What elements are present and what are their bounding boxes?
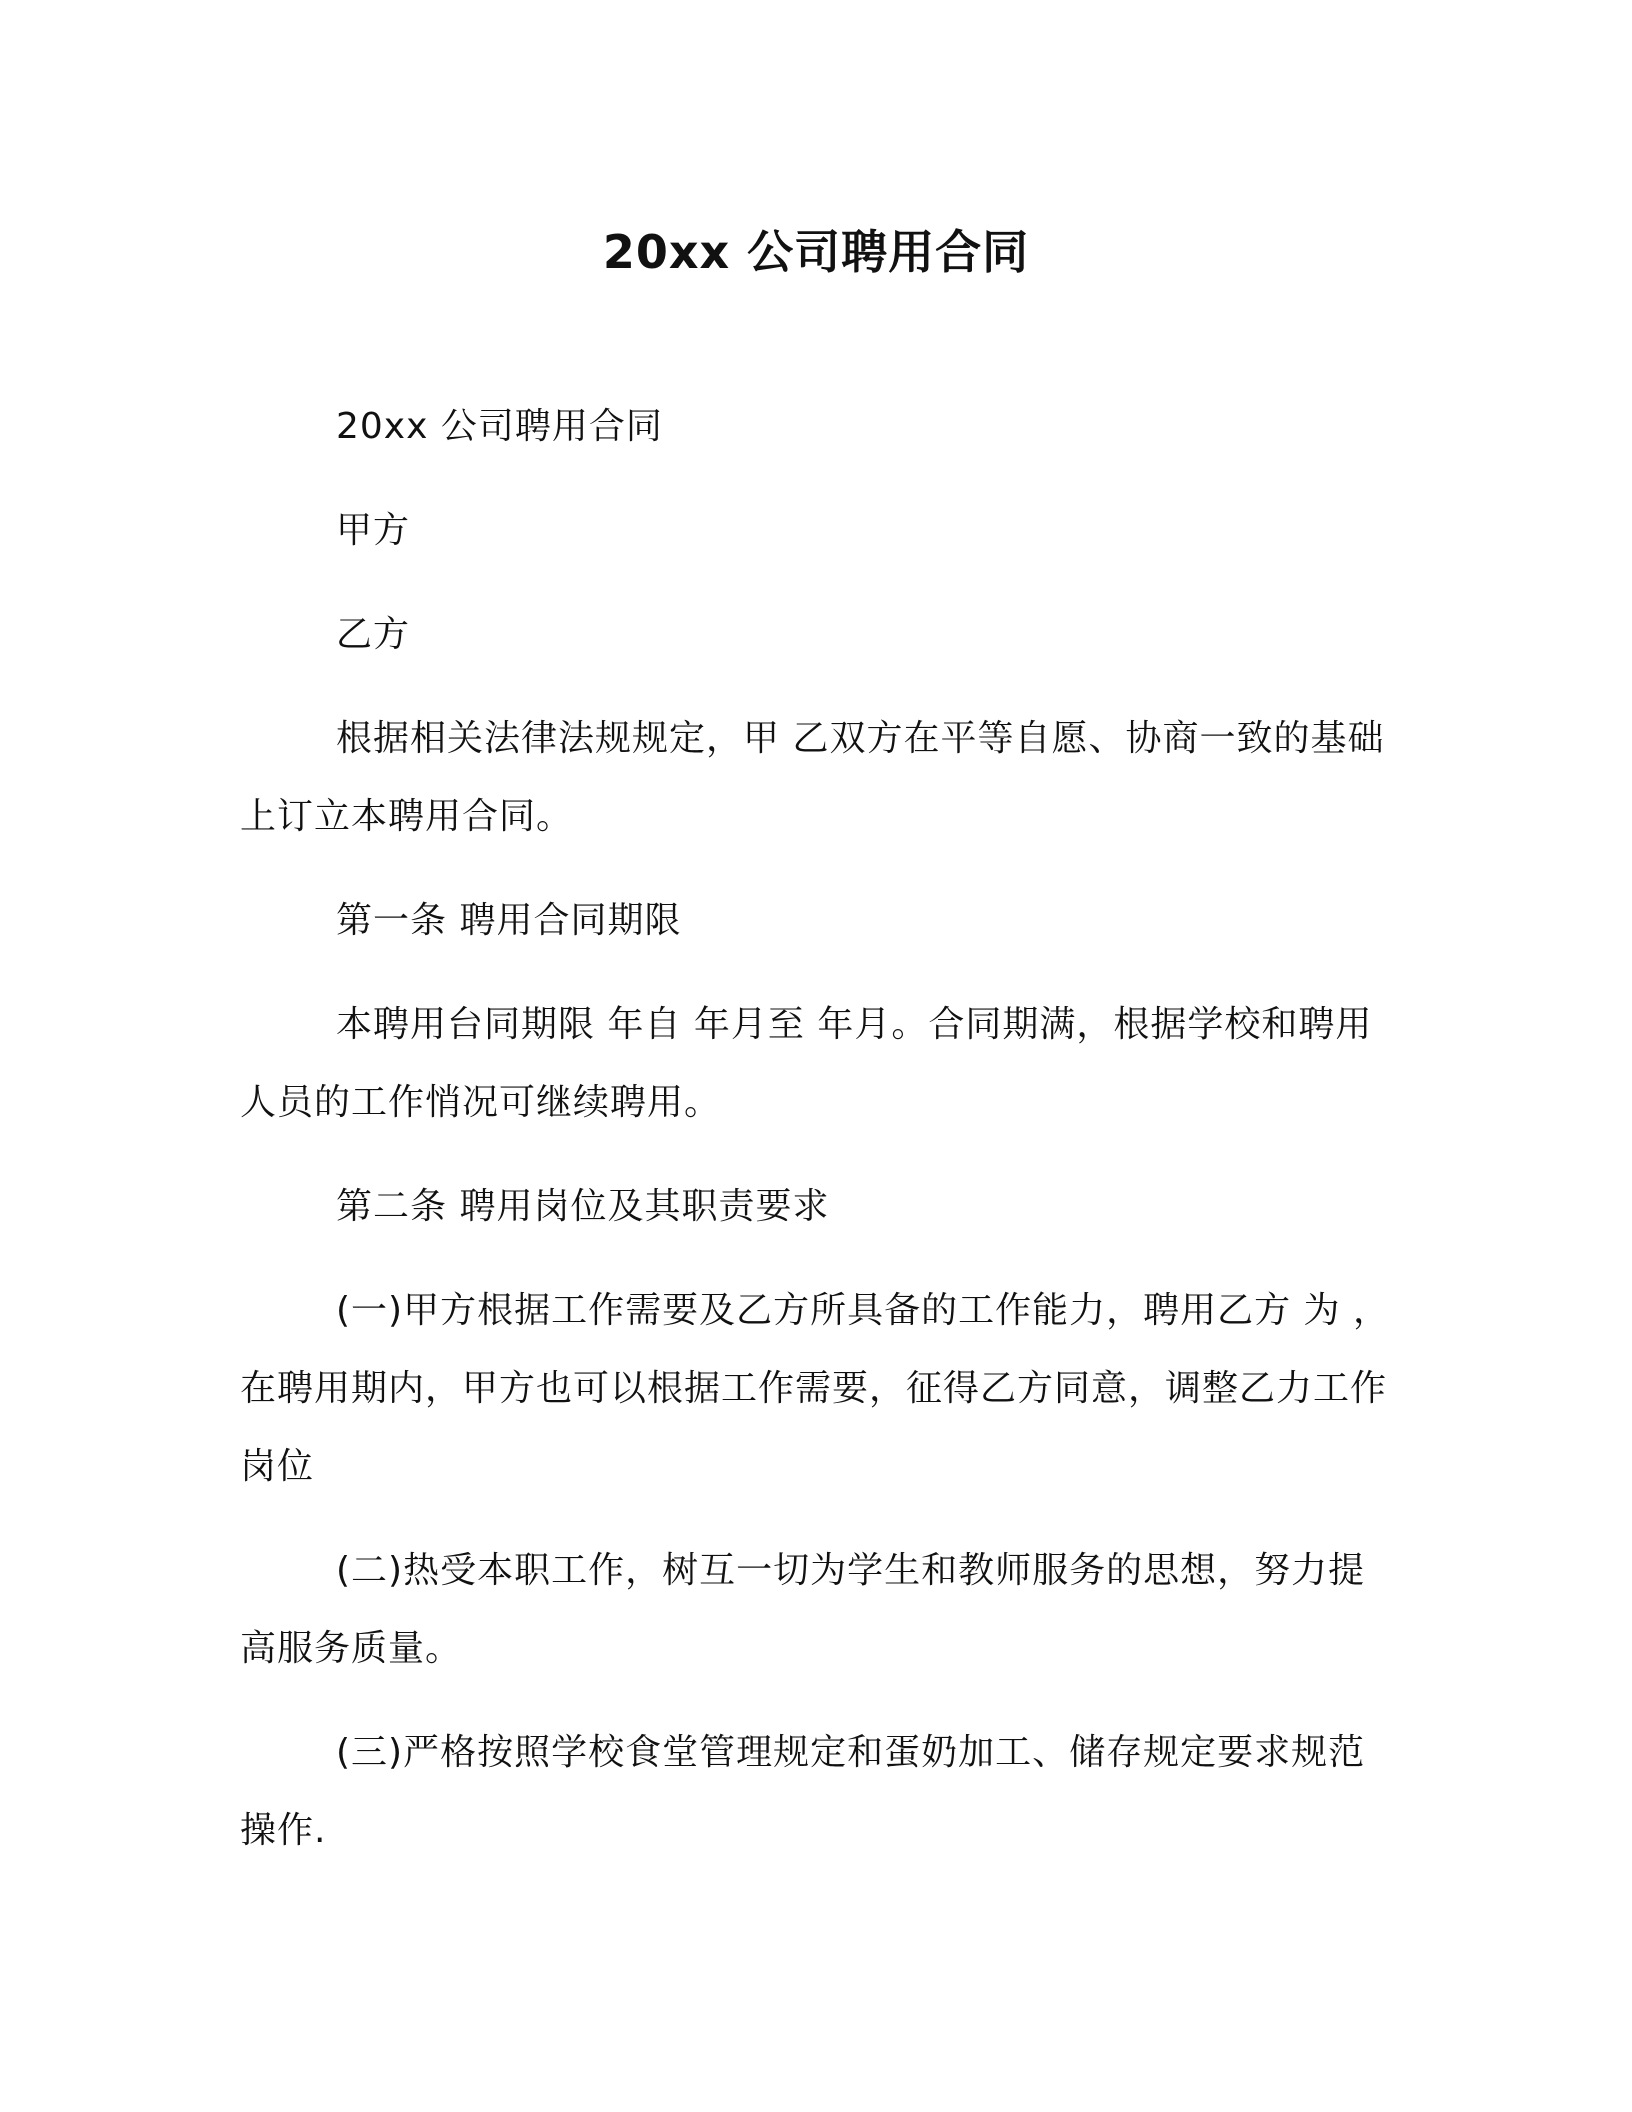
paragraph-party-a: 甲方 <box>336 510 411 551</box>
article-2-heading: 第二条 聘用岗位及其职责要求 <box>336 1186 830 1227</box>
article-1-body: 本聘用台同期限 年自 年月至 年月。合同期满，根据学校和聘用人员的工作悄况可继续聘用。 <box>240 1004 1373 1123</box>
article-2-item-3: (三)严格按照学校食堂管理规定和蛋奶加工、储存规定要求规范操作. <box>240 1732 1366 1851</box>
document-body <box>240 388 1390 1896</box>
document-title: 20xx 公司聘用合同 <box>602 225 1030 279</box>
article-1-heading: 第一条 聘用合同期限 <box>336 900 682 941</box>
paragraph-party-b: 乙方 <box>336 614 411 655</box>
article-2-item-2: (二)热受本职工作，树互一切为学生和教师服务的思想，努力提高服务质量。 <box>240 1550 1366 1669</box>
paragraph-subtitle: 20xx 公司聘用合同 <box>336 406 663 447</box>
paragraph-preamble: 根据相关法律法规规定，甲 乙双方在平等自愿、协商一致的基础上订立本聘用合同。 <box>240 718 1385 837</box>
article-2-item-1: (一)甲方根据工作需要及乙方所具备的工作能力，聘用乙方 为 ，在聘用期内，甲方也可以根据工作需要，征得乙方同意，调整乙力工作岗位 <box>240 1290 1390 1487</box>
